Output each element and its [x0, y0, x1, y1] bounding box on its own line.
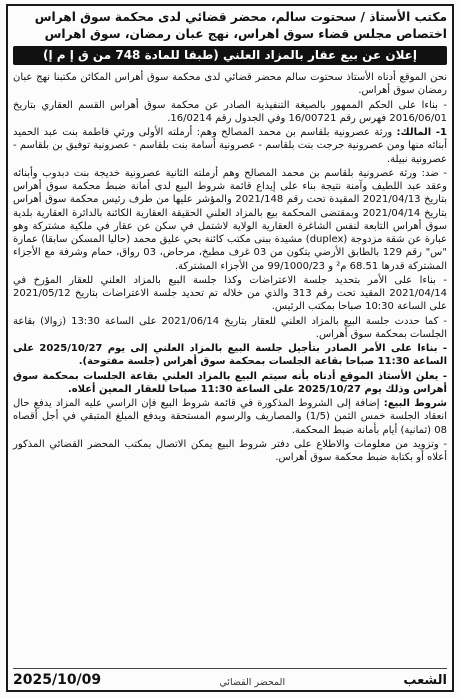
notice-frame	[6, 4, 454, 692]
jurisdiction-line: اختصاص مجلس قضاء سوق اهراس، نهج عبان رمضان، سوق اهراس	[44, 27, 447, 41]
sale-conditions-label: شروط البيع:	[383, 398, 447, 409]
objections-paragraph: - بناءا على الأمر بتحديد جلسة الاعتراضات وكذا جلسة البيع بالمزاد العلني للعقار المؤرخ في 2021/04/14 المقيد تحت رقم 313 والذي من خلاله تم تحديد جلسة الاعتراضات بتاريخ 2021/05/12 على الساعة 10:30 صباحا بمكتب الرئيس.	[13, 274, 447, 313]
bailiff-office-line: مكتب الأستاذ / سحتوت سالم، محضر قضائي لدى محكمة سوق اهراس	[34, 10, 447, 24]
sale-conditions-paragraph	[13, 397, 447, 437]
intro-paragraph: نحن الموقع أدناه الأستاذ سحتوت سالم محضر قضائي لدى محكمة سوق أهراس المكائن مكتبنا نهج عبان رمضان سوق أهراس.	[13, 72, 447, 97]
sale-conditions-text: إضافة إلى الشروط المذكورة في قائمة شروط البيع فإن الراسي عليه المزاد يدفع حال انعقاد الجلسة خمس الثمن (1/5) والمصاريف والرسوم المستحقة ويدفع المبلغ المتبقي في أجل أقصاه 08 (ثمانية) أيام بأمانة ضبط المحكمة.	[13, 398, 447, 436]
spacer	[13, 465, 447, 666]
judgment-paragraph: - بناءا على الحكم الممهور بالصيغة التنفيذية الصادر عن محكمة سوق أهراس القسم العقاري بتاريخ 2016/06/01 فهرس رقم 16/00721 وفي الجدول رقم 16/0214.	[13, 99, 447, 124]
owner-paragraph	[13, 126, 447, 166]
contact-paragraph: - وتزويد من معلومات والاطلاع على دفتر شروط البيع يمكن الاتصال بمكتب المحضر القضائي المذكور أعلاه أو بكتابة ضبط محكمة سوق أهراس.	[13, 438, 447, 463]
notice-title-banner: إعلان عن بيع عقار بالمزاد العلني (طبقا للمادة 748 من ق إ م إ)	[13, 46, 447, 65]
signature: المحضر القضائي	[219, 677, 286, 688]
postponement-paragraph: - بناءا على الأمر الصادر بتأجيل جلسة البيع بالمزاد العلني إلى يوم 2025/10/27 على الساعة 11:30 صباحا بقاعة الجلسات بمحكمة سوق أهراس (جلسة مفتوحة).	[13, 343, 447, 368]
newspaper-name: الشعب	[403, 673, 447, 688]
owner-text: ورثة عصرونية بلقاسم بن محمد المصالح وهم: أرملته الأولى ورثي فاطمة بنت عبد الحميد أبنائه منها ومن عصرونية جرجت بنت بلقاسم - عصرونية أسامة بنت بلقاسم - عصرونية توفيق بن بلقاسم - عصرونية نبيلة.	[13, 127, 447, 165]
property-paragraph: - ضد: ورثة عصرونية بلقاسم بن محمد المصالح وهم أرملته الثانية عصرونية خديجة بنت دبدوب وأبنائه وعقد عبد اللطيف وآمنة نتيجة بناء على إيداع قائمة شروط البيع لدى أمانة ضبط محكمة سوق أهراس بتاريخ 2021/04/13 المقيدة تحت رقم 2021/148 والمؤشر عليها من طرف رئيس محكمة سوق أهراس بتاريخ 2021/04/14 وبمقتضى المحكمة بيع بالمزاد العلني الحقيقة العقارية الكائنة بالدائرة العقارية بلدية سوق أهراس التابعة لنفس الشاغرة العقارية الولاية لاشتمل في سكن عن عقار في ملكية مشتركة وهو عبارة عن شقة مزدوجة (duplex) مشيدة ببنى مكتب كائنة بحي عليق محمد (حاليا المسكن سابقا) عمارة "س" رقم 129 بالطابق الأرضي يتكون من 03 غرف مطبخ، مرحاض، 03 رواق، حمام وشرفة مع الأجزاء المشتركة قدرها 68.51 م² و 99/1000/23 من الأجزاء المشتركة.	[13, 167, 448, 272]
notice-footer	[13, 668, 447, 688]
announcement-paragraph: - يعلن الأستاذ الموقع أدناه بأنه سيتم البيع بالمزاد العلني بقاعة الجلسات بمحكمة سوق أهراس وذلك يوم 2025/10/27 على الساعة 11:30 صباحا للعقار المعين أعلاه.	[13, 370, 447, 395]
sale-session-paragraph: - كما حددت جلسة البيع بالمزاد العلني للعقار بتاريخ 2021/06/14 على الساعة 13:30 (زوالا) بقاعة الجلسات بمحكمة سوق أهراس.	[13, 315, 447, 340]
notice-header	[13, 9, 447, 43]
notice-body	[13, 71, 447, 465]
owner-label: 1- المالك:	[396, 127, 447, 138]
publication-date: 2025/10/09	[13, 672, 102, 688]
